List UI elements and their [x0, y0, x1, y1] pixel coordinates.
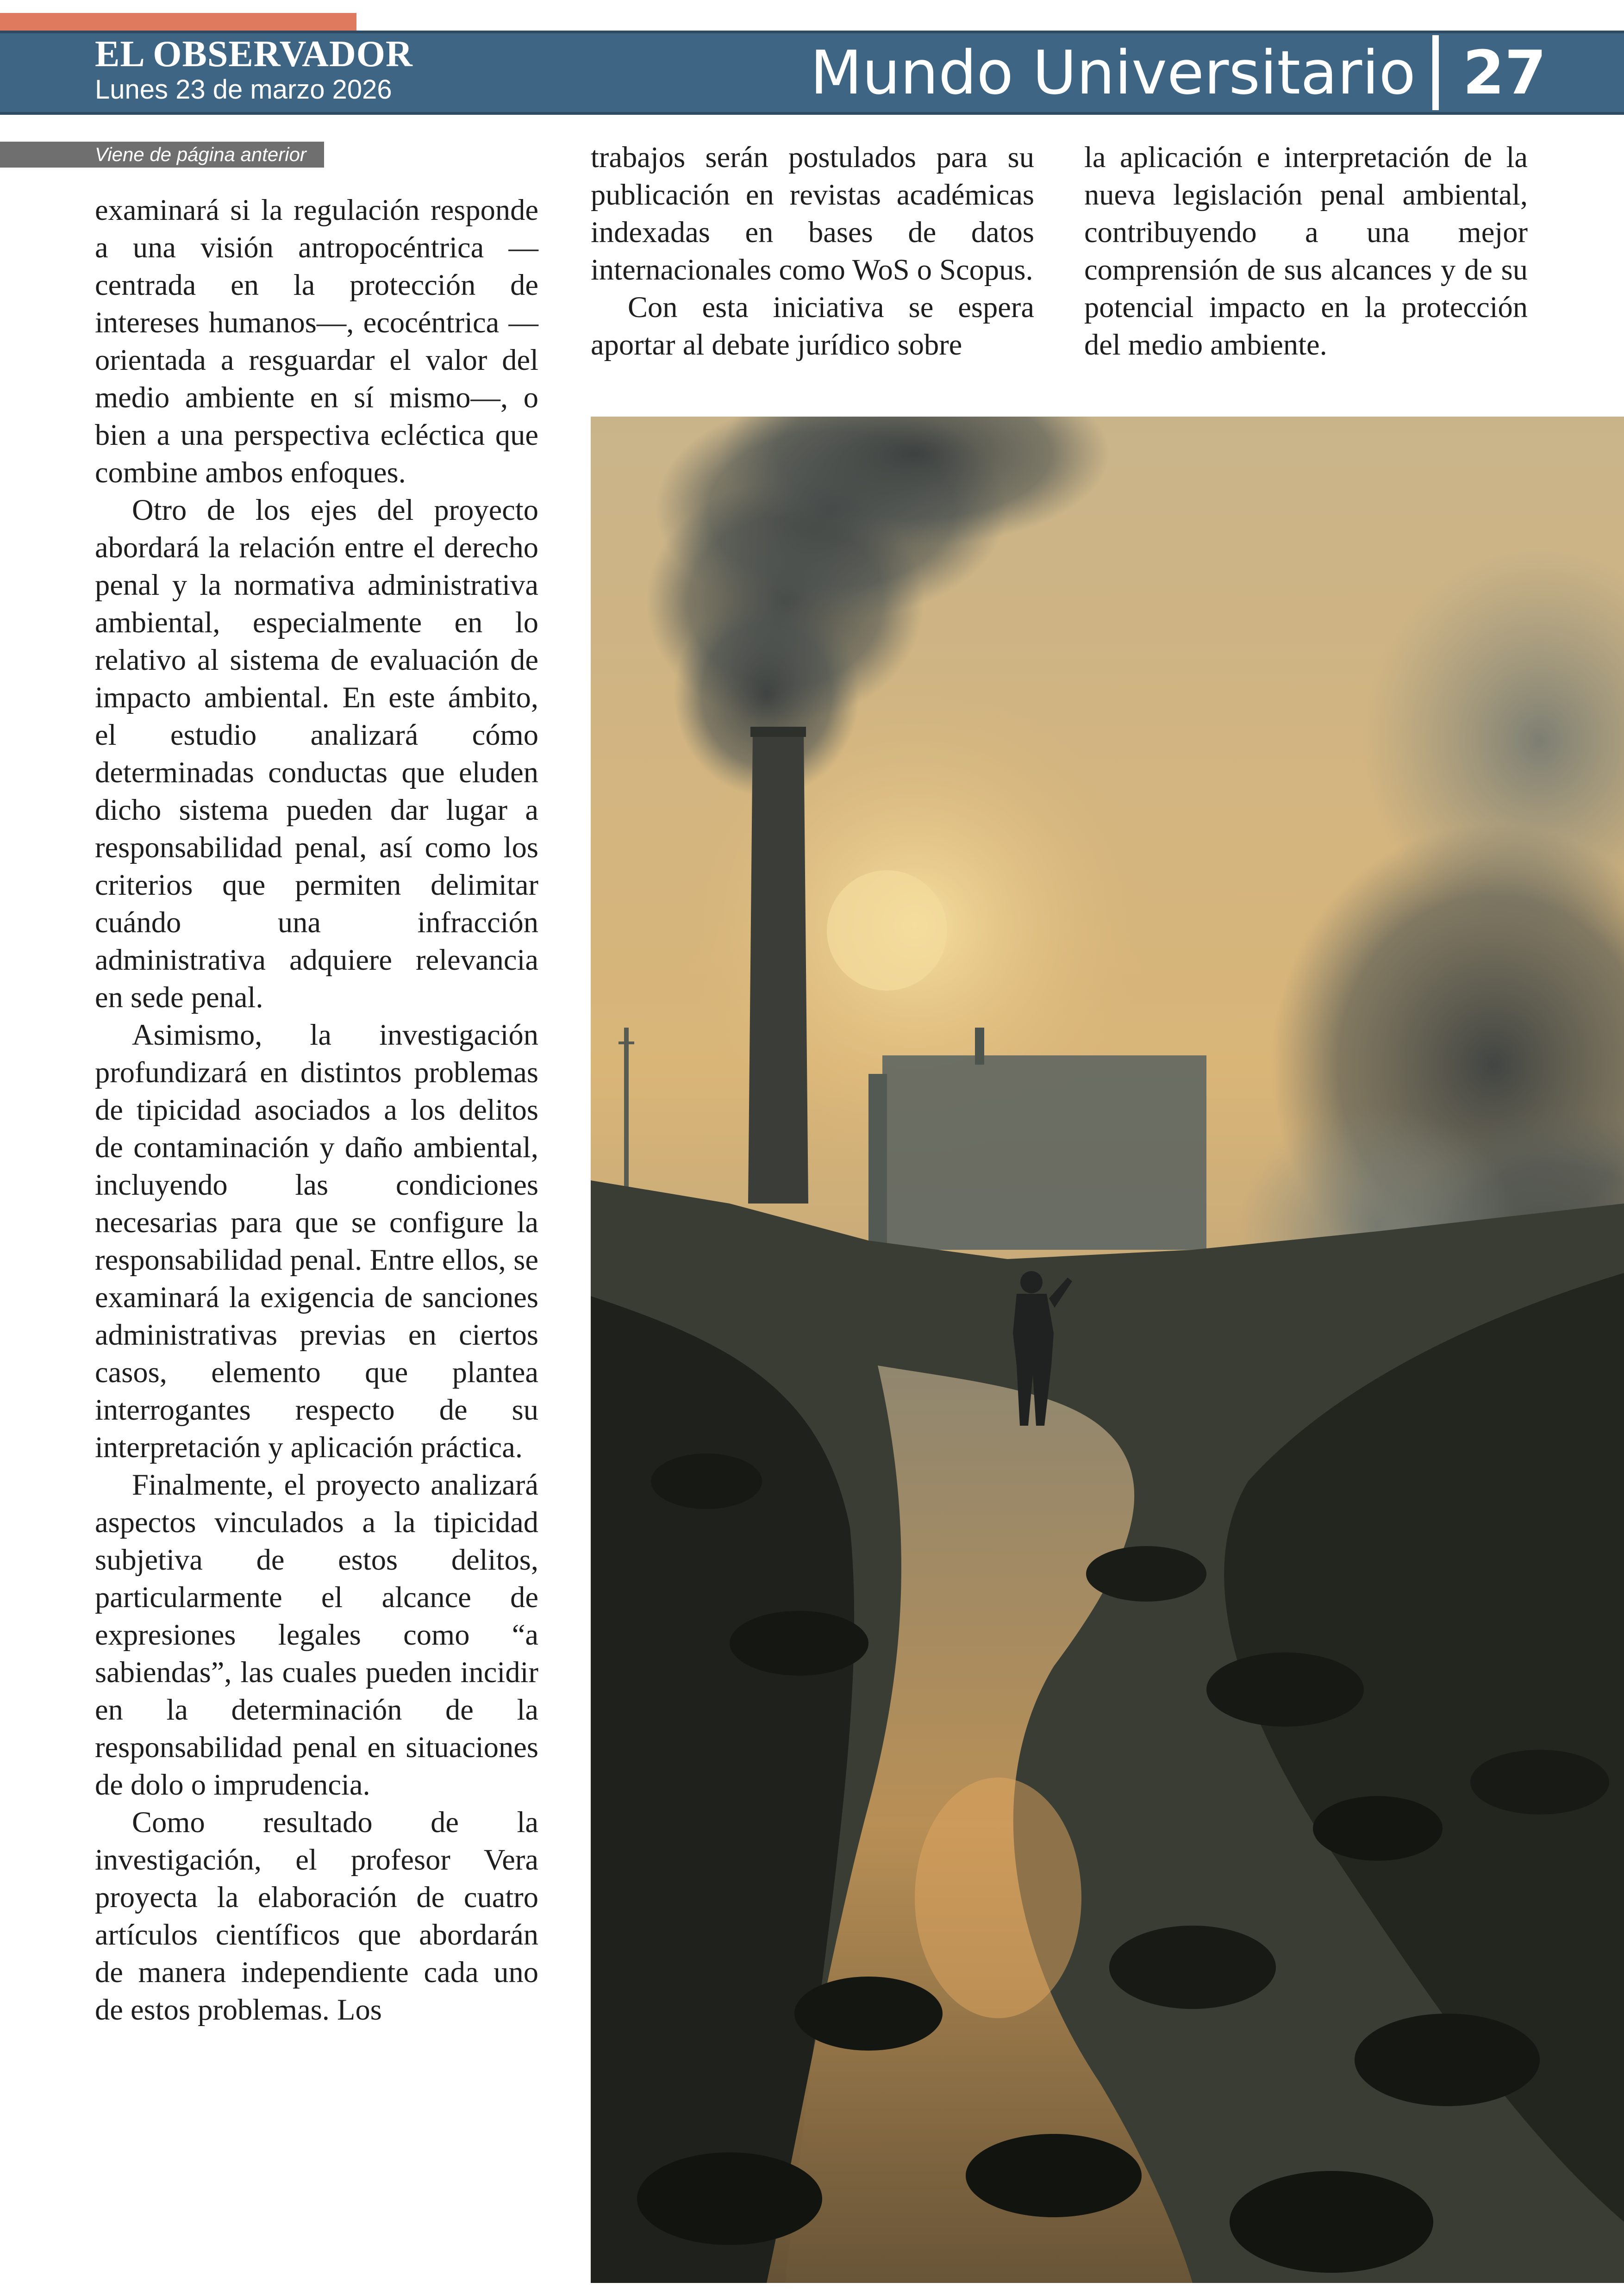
- paragraph: Finalmente, el proyecto analizará aspectos vinculados a la tipicidad subjetiva de estos delitos, particularmente el alcance de expresiones legales como “a sabiendas”, las cuales pueden incidir en la determinación de la responsabilidad penal en situaciones de dolo o imprudencia.: [95, 1468, 538, 1801]
- newspaper-name: EL OBSERVADOR: [95, 34, 413, 75]
- paragraph: Asimismo, la investigación profundizará en distintos problemas de tipicidad asociados a los delitos de contaminación y daño ambiental, incluyendo las condiciones necesarias para que se configure la responsabilidad penal. Entre ellos, se examinará la exigencia de sanciones administrativas previas en ciertos casos, elemento que plantea interrogantes respecto de su interpretación y aplicación práctica.: [95, 1018, 538, 1464]
- pollution-photo-illustration: [591, 417, 1624, 2283]
- paragraph: Otro de los ejes del proyecto abordará la relación entre el derecho penal y la normativa administrativa ambiental, especialmente en lo relativo al sistema de evaluación de impacto ambiental. En este ámbito, el estudio analizará cómo determinadas conductas que eluden dicho sistema pueden dar lugar a responsabilidad penal, así como los criterios que permiten delimitar cuándo una infracción administrativa adquiere relevancia en sede penal.: [95, 493, 538, 1014]
- article-column-3: [1084, 138, 1528, 363]
- paragraph: examinará si la regulación responde a una visión antropocéntrica —centrada en la protección de intereses humanos—, ecocéntrica —orientada a resguardar el valor del medio ambiente en sí mismo—, o bien a una perspectiva ecléctica que combine ambos enfoques.: [95, 193, 538, 489]
- header-bottom-rule: [0, 112, 1624, 115]
- page-number: 27: [1462, 37, 1547, 108]
- issue-date: Lunes 23 de marzo 2026: [95, 75, 392, 105]
- paragraph: Con esta iniciativa se espera aportar al debate jurídico sobre: [591, 291, 1034, 361]
- header-accent-bar: [0, 13, 356, 31]
- paragraph: trabajos serán postulados para su publicación en revistas académicas indexadas en bases de datos internacionales como WoS o Scopus.: [591, 141, 1034, 286]
- paragraph: la aplicación e interpretación de la nueva legislación penal ambiental, contribuyendo a una mejor comprensión de sus alcances y de su potencial impacto en la protección del medio ambiente.: [1084, 141, 1528, 361]
- section-title: Mundo Universitario: [810, 37, 1416, 108]
- article-column-2: [591, 138, 1034, 363]
- page-number-divider: [1432, 35, 1439, 110]
- pollution-photo: [591, 417, 1624, 2283]
- article-column-1: [95, 191, 538, 2182]
- continued-from-previous-label: Viene de página anterior: [0, 142, 324, 168]
- paragraph: Como resultado de la investigación, el profesor Vera proyecta la elaboración de cuatro artículos científicos que abordarán de manera independiente cada uno de estos problemas. Los: [95, 1806, 538, 2026]
